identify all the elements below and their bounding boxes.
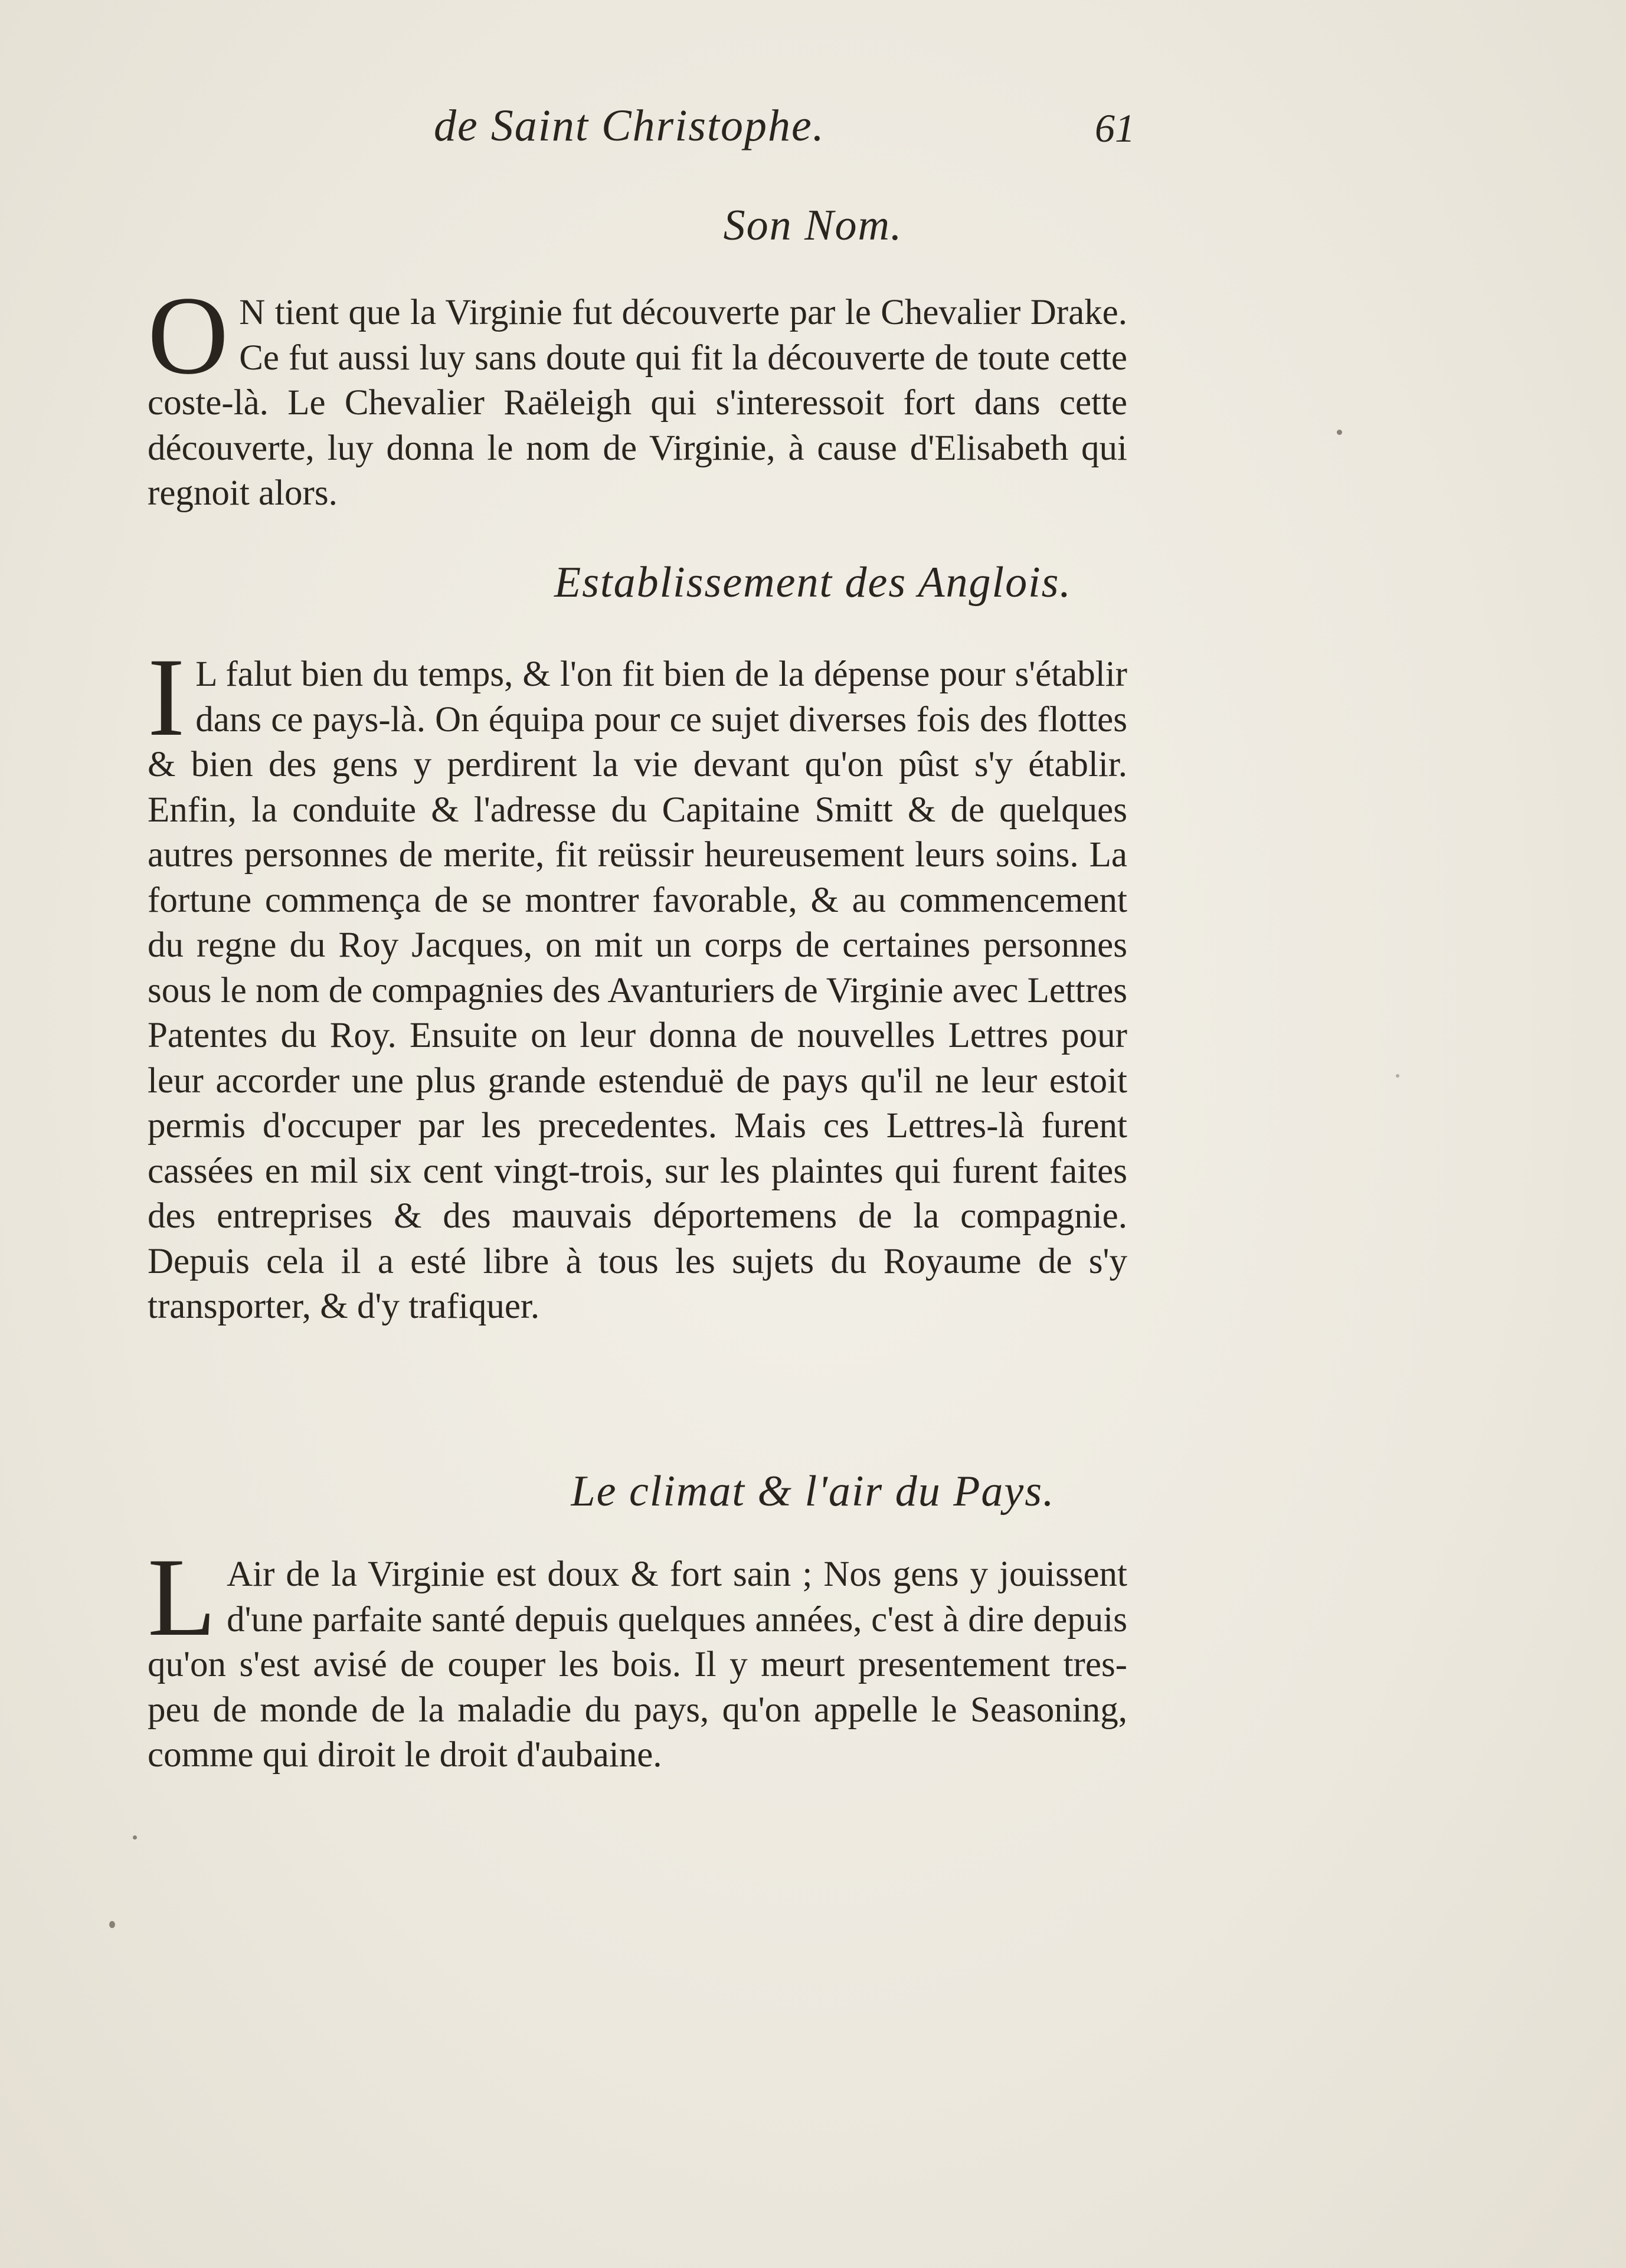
dropcap: O [148, 274, 229, 398]
section-title-climat: Le climat & l'air du Pays. [571, 1467, 1055, 1516]
paper-speck [109, 1921, 115, 1928]
paragraph-text: N tient que la Virginie fut découverte par le Chevalier Drake. Ce fut aussi luy sans doute qui fit la découverte de toute cette coste-là. Le Chevalier Raëleigh qui s'interessoit fort dans cette découverte, luy donna le nom de Virginie, à cause d'Elisabeth qui regnoit alors. [148, 293, 1127, 513]
page-number: 61 [1095, 106, 1135, 150]
section-title-establissement: Establissement des Anglois. [554, 558, 1072, 607]
dropcap: L [148, 1536, 217, 1660]
running-title: de Saint Christophe. [434, 101, 825, 150]
paragraph-text: Air de la Virginie est doux & fort sain ; Nos gens y jouissent d'une parfaite santé depuis quelques années, c'est à dire depuis qu'on s'est avisé de couper les bois. Il y meurt presentement tres-peu de monde de la maladie du pays, qu'on appelle le Seasoning, comme qui diroit le droit d'aubaine. [148, 1554, 1127, 1775]
paper-speck [133, 1835, 137, 1840]
paper-speck [1337, 430, 1342, 435]
dropcap: I [148, 636, 185, 760]
paragraph-text: L falut bien du temps, & l'on fit bien de la dépense pour s'établir dans ce pays-là. On équipa pour ce sujet diverses fois des flottes & bien des gens y perdirent la vie devant qu'on pûst s'y établir. Enfin, la conduite & l'adresse du Capitaine Smitt & de quelques autres personnes de merite, fit reüssir heureusement leurs soins. La fortune commença de se montrer favorable, & au commencement du regne du Roy Jacques, on mit un corps de certaines personnes sous le nom de compagnies des Avanturiers de Virginie avec Lettres Patentes du Roy. Ensuite on leur donna de nouvelles Lettres pour leur accorder une plus grande estenduë de pays qu'il ne leur estoit permis d'occuper par les precedentes. Mais ces Lettres-là furent cassées en mil six cent vingt-trois, sur les plaintes qui furent faites des entreprises & des mauvais déportemens de la compagnie. Depuis cela il a esté libre à tous les sujets du Royaume de s'y transporter, & d'y trafiquer. [148, 654, 1127, 1326]
section-paragraph-establissement [148, 636, 1127, 1330]
paper-speck [1396, 1074, 1399, 1078]
section-paragraph-son-nom [148, 274, 1127, 516]
section-title-son-nom: Son Nom. [723, 201, 903, 250]
running-head [0, 100, 1626, 165]
section-paragraph-climat [148, 1536, 1127, 1778]
